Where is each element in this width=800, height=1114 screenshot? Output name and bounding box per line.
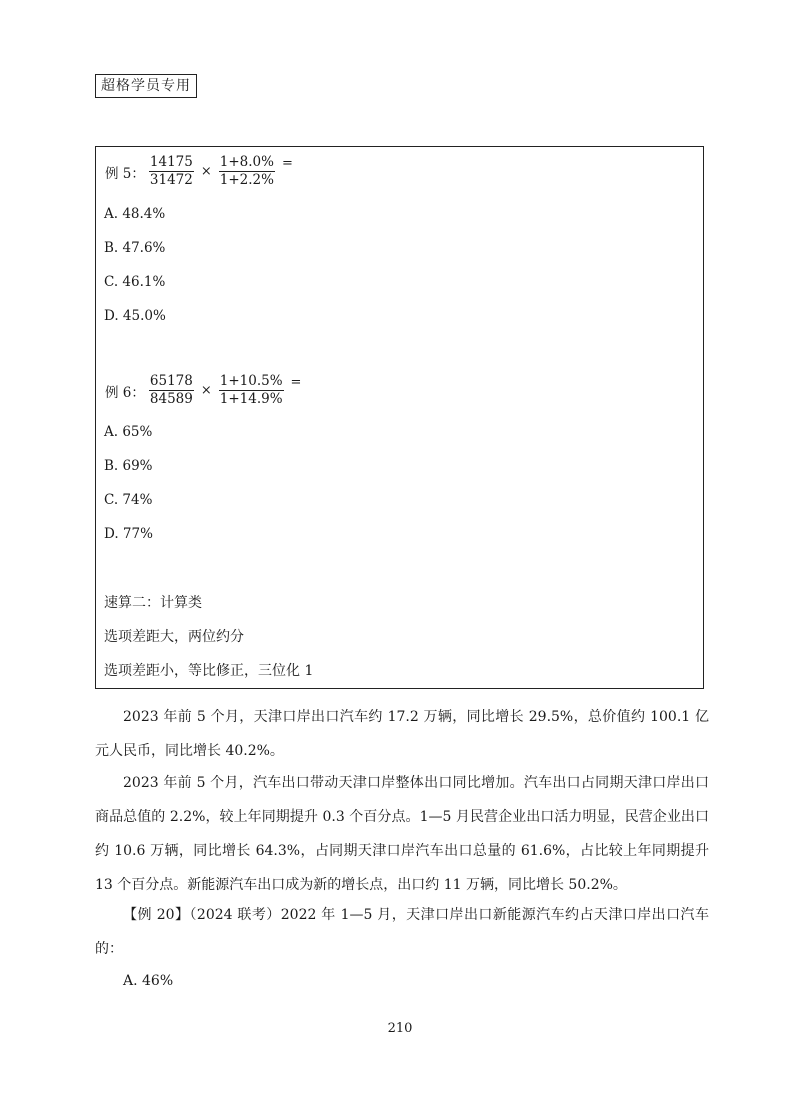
example-5-option-a: A. 48.4% (104, 206, 166, 222)
example-6-fraction-2 (219, 373, 284, 408)
fraction-denominator: 31472 (149, 172, 193, 188)
fraction-numerator: 1+10.5% (219, 373, 283, 389)
question-20: 【例 20】（2024 联考）2022 年 1—5 月，天津口岸出口新能源汽车约占天津口岸出口汽车的： (95, 907, 709, 957)
example-5-option-b: B. 47.6% (104, 240, 166, 256)
example-5-fraction-1 (149, 154, 194, 189)
example-6-option-b: B. 69% (104, 458, 153, 474)
example-6-option-d: D. 77% (104, 526, 153, 542)
note-line-1: 选项差距大，两位约分 (104, 629, 244, 645)
fraction-numerator: 14175 (149, 154, 193, 170)
example-5-option-d: D. 45.0% (104, 308, 166, 324)
paragraph-1: 2023 年前 5 个月，天津口岸出口汽车约 17.2 万辆，同比增长 29.5%，总价值约 100.1 亿元人民币，同比增长 40.2%。 (95, 709, 709, 759)
student-only-stamp: 超格学员专用 (95, 74, 197, 98)
fraction-denominator: 84589 (149, 391, 193, 407)
fraction-numerator: 1+8.0% (219, 154, 274, 170)
multiply-sign: × (200, 164, 212, 179)
equals-sign: = (290, 375, 302, 390)
note-line-2: 选项差距小，等比修正，三位化 1 (104, 663, 314, 679)
example-5-option-c: C. 46.1% (104, 274, 166, 290)
equals-sign: = (281, 156, 293, 171)
fraction-denominator: 1+2.2% (219, 172, 274, 188)
example-6-option-c: C. 74% (104, 492, 153, 508)
example-6-option-a: A. 65% (104, 424, 153, 440)
example-box (95, 146, 704, 689)
example-6-expression (105, 373, 304, 408)
example-5-expression (105, 154, 296, 189)
page-number: 210 (387, 1021, 413, 1036)
question-20-option-a: A. 46% (123, 973, 174, 989)
fraction-numerator: 65178 (149, 373, 193, 389)
example-6-fraction-1 (149, 373, 194, 408)
fraction-denominator: 1+14.9% (219, 391, 283, 407)
paragraph-2: 2023 年前 5 个月，汽车出口带动天津口岸整体出口同比增加。汽车出口占同期天津口岸出口商品总值的 2.2%，较上年同期提升 0.3 个百分点。1—5 月民营企业出口活力明显，民营企业出口约 10.6 万辆，同比增长 64.3%，占同期天津口岸汽车出口总量的 61.6%，占比较上年同期提升 13 个百分点。新能源汽车出口成为新的增长点，出口约 11 万辆，同比增长 50.2%。 (95, 775, 709, 893)
multiply-sign: × (200, 383, 212, 398)
example-5-label: 例 5： (105, 165, 145, 182)
example-6-label: 例 6： (105, 384, 145, 401)
example-5-fraction-2 (219, 154, 275, 189)
note-heading: 速算二：计算类 (104, 595, 202, 611)
